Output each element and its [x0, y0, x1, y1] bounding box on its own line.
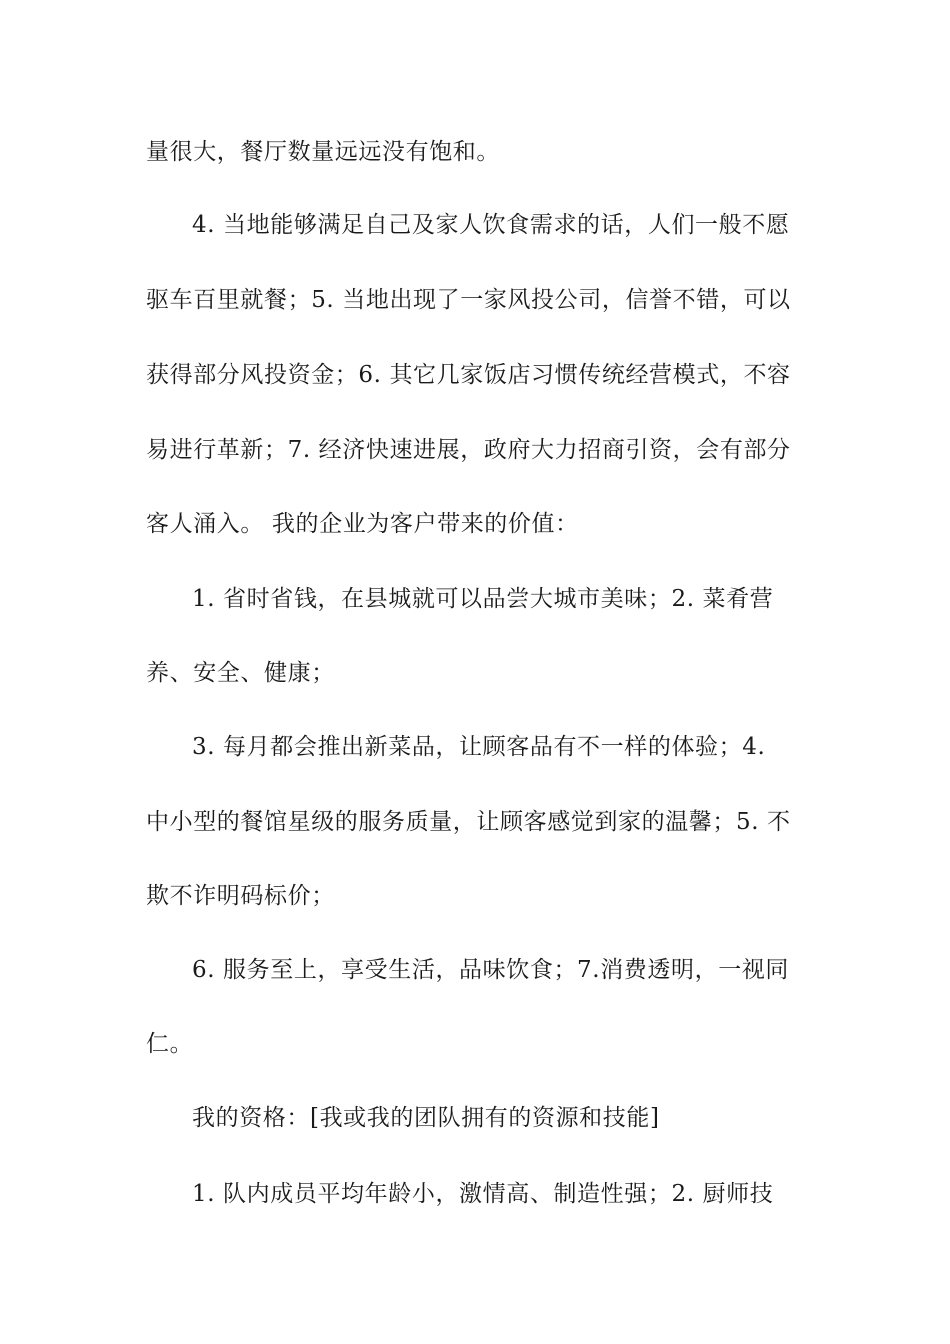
paragraph-line: 量很大，餐厅数量远远没有饱和。	[146, 139, 500, 165]
paragraph-line: 6. 服务至上，享受生活，品味饮食；7.消费透明，一视同	[192, 957, 789, 983]
paragraph-line: 养、安全、健康；	[146, 660, 335, 686]
paragraph-line: 我的资格：[我或我的团队拥有的资源和技能]	[192, 1105, 660, 1131]
paragraph-line: 驱车百里就餐；5. 当地出现了一家风投公司，信誉不错，可以	[146, 287, 791, 313]
paragraph-line: 1. 队内成员平均年龄小，激情高、制造性强；2. 厨师技	[192, 1181, 774, 1207]
paragraph-line: 获得部分风投资金；6. 其它几家饭店习惯传统经营模式，不容	[146, 362, 791, 388]
paragraph-line: 1. 省时省钱，在县城就可以品尝大城市美味；2. 菜肴营	[192, 586, 774, 612]
paragraph-line: 欺不诈明码标价；	[146, 883, 335, 909]
paragraph-line: 易进行革新；7. 经济快速进展，政府大力招商引资，会有部分	[146, 437, 791, 463]
paragraph-line: 仁。	[146, 1031, 194, 1057]
paragraph-line: 4. 当地能够满足自己及家人饮食需求的话，人们一般不愿	[192, 212, 790, 238]
paragraph-line: 客人涌入。 我的企业为客户带来的价值：	[146, 511, 579, 537]
paragraph-line: 中小型的餐馆星级的服务质量，让顾客感觉到家的温馨；5. 不	[146, 809, 791, 835]
paragraph-line: 3. 每月都会推出新菜品，让顾客品有不一样的体验；4.	[192, 734, 766, 760]
